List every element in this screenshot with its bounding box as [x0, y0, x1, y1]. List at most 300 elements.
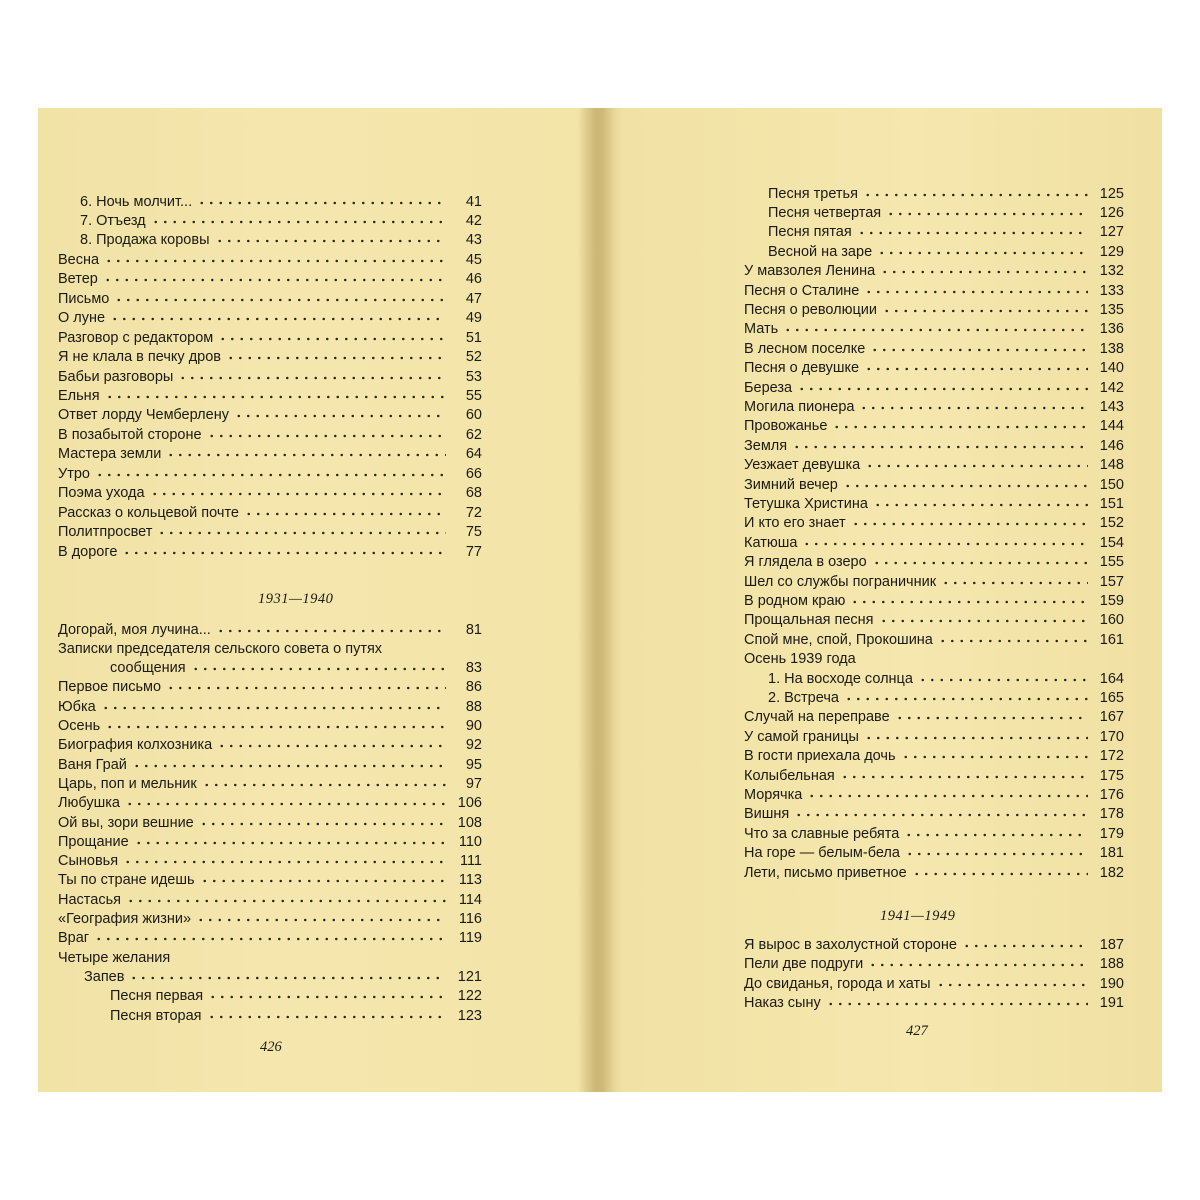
- toc-entry: [58, 716, 482, 736]
- dot-leader: [826, 999, 1088, 1009]
- toc-entry-page: 97: [465, 775, 482, 792]
- dot-leader: [134, 838, 446, 848]
- toc-entry-title: Запев: [84, 968, 125, 985]
- toc-entry-title: Разговор с редактором: [58, 329, 214, 346]
- toc-entry: [58, 366, 482, 386]
- toc-entry: [768, 222, 1124, 242]
- dot-leader: [864, 364, 1088, 374]
- toc-entry-title: Царь, поп и мельник: [58, 775, 197, 792]
- dot-leader: [807, 791, 1088, 801]
- toc-entry-page: 143: [1099, 398, 1124, 415]
- dot-leader: [861, 655, 1088, 665]
- toc-entry: [58, 638, 482, 658]
- toc-entry: [744, 261, 1124, 281]
- toc-entry-page: 116: [458, 911, 482, 927]
- dot-leader: [123, 857, 446, 867]
- dot-leader: [166, 683, 446, 693]
- toc-entry: [58, 288, 482, 308]
- toc-entry-page: 182: [1099, 864, 1124, 881]
- toc-entry: [110, 986, 482, 1006]
- toc-entry: [744, 377, 1124, 397]
- toc-entry-page: 86: [465, 679, 482, 696]
- toc-entry-page: 77: [465, 543, 482, 560]
- toc-entry-title: В лесном поселке: [744, 340, 866, 357]
- toc-entry: [744, 973, 1124, 993]
- toc-entry-page: 92: [465, 737, 482, 754]
- dot-leader: [125, 799, 446, 809]
- dot-leader: [864, 287, 1088, 297]
- toc-entry: [768, 183, 1124, 203]
- toc-entry: [58, 909, 482, 929]
- toc-entry: [58, 928, 482, 948]
- toc-entry-title: Песня третья: [768, 185, 858, 202]
- toc-entry-page: 129: [1099, 243, 1124, 260]
- toc-entry-page: 187: [1099, 936, 1124, 953]
- toc-entry-title: Песня первая: [110, 988, 204, 1005]
- toc-entry-page: 41: [465, 193, 482, 210]
- toc-entry: [744, 493, 1124, 513]
- toc-entry-title: Случай на переправе: [744, 709, 890, 726]
- toc-entry-title: В позабытой стороне: [58, 426, 202, 443]
- toc-entry: [744, 571, 1124, 591]
- toc-entry-page: 179: [1099, 825, 1124, 842]
- toc-entry-title: Береза: [744, 379, 793, 396]
- dot-leader: [938, 636, 1088, 646]
- toc-entry-title: Бабьи разговоры: [58, 368, 174, 385]
- toc-entry-title: Спой мне, спой, Прокошина: [744, 631, 933, 648]
- toc-entry-page: 90: [465, 718, 482, 734]
- dot-leader: [863, 190, 1088, 200]
- toc-entry-page: 114: [458, 891, 482, 908]
- toc-entry-title: Юбка: [58, 698, 96, 715]
- dot-leader: [197, 198, 446, 208]
- toc-entry-page: 154: [1099, 534, 1124, 551]
- toc-entry-title: Письмо: [58, 290, 110, 307]
- dot-leader: [218, 334, 446, 344]
- toc-entry-page: 81: [465, 621, 482, 638]
- toc-entry-title: Враг: [58, 930, 90, 947]
- toc-entry: [58, 696, 482, 716]
- toc-entry-page: 66: [465, 465, 482, 482]
- toc-entry-title: Земля: [744, 437, 788, 454]
- toc-entry-title: Осень: [58, 718, 101, 734]
- dot-leader: [941, 578, 1088, 588]
- toc-entry-page: 144: [1099, 418, 1124, 435]
- dot-leader: [962, 941, 1088, 951]
- toc-entry: [744, 455, 1124, 475]
- dot-leader: [207, 1012, 446, 1022]
- toc-entry: [58, 444, 482, 464]
- dot-leader: [865, 461, 1088, 471]
- toc-entry: [744, 862, 1124, 882]
- dot-leader: [105, 722, 446, 732]
- toc-entry-title: Ой вы, зори вешние: [58, 814, 194, 831]
- toc-entry-page: 106: [457, 795, 482, 812]
- toc-entry-title: Настасья: [58, 891, 121, 908]
- toc-entry: [744, 358, 1124, 378]
- toc-entry: [80, 210, 482, 230]
- toc-entry-page: 125: [1099, 185, 1124, 202]
- toc-entry-page: 164: [1099, 670, 1124, 687]
- dot-leader: [864, 733, 1088, 743]
- toc-entry-page: 108: [457, 814, 482, 831]
- toc-entry-page: 51: [465, 329, 482, 346]
- dot-leader: [873, 500, 1088, 510]
- toc-entry-page: 60: [465, 407, 482, 424]
- dot-leader: [226, 353, 446, 363]
- toc-entry-title: Прощальная песня: [744, 612, 874, 629]
- toc-entry: [744, 416, 1124, 436]
- dot-leader: [95, 470, 446, 480]
- dot-leader: [783, 325, 1088, 335]
- toc-entry-page: 88: [465, 698, 482, 715]
- toc-entry-title: Записки председателя сельского совета о путях: [58, 640, 383, 657]
- toc-entry-title: Я глядела в озеро: [744, 554, 867, 571]
- toc-entry-title: 1. На восходе солнца: [768, 670, 913, 687]
- toc-entry-page: 127: [1099, 224, 1124, 241]
- toc-entry-title: Мастера земли: [58, 446, 162, 463]
- dot-leader: [844, 694, 1088, 704]
- toc-entry: [58, 541, 482, 561]
- toc-entry: [768, 202, 1124, 222]
- toc-entry-page: 176: [1099, 786, 1124, 803]
- toc-entry-title: Ответ лорду Чемберлену: [58, 407, 229, 424]
- toc-entry-title: Политпросвет: [58, 524, 153, 541]
- dot-leader: [166, 450, 446, 460]
- dot-leader: [880, 267, 1088, 277]
- dot-leader: [150, 489, 446, 499]
- toc-entry: [744, 396, 1124, 416]
- dot-leader: [886, 209, 1088, 219]
- dot-leader: [387, 645, 446, 655]
- toc-entry: [58, 269, 482, 289]
- toc-entry-page: 113: [458, 872, 482, 889]
- toc-entry: [110, 1005, 482, 1025]
- dot-leader: [103, 275, 446, 285]
- toc-entry-page: 123: [457, 1007, 482, 1024]
- toc-entry-title: Прощание: [58, 833, 129, 850]
- dot-leader: [175, 954, 446, 964]
- dot-leader: [244, 509, 446, 519]
- toc-entry-title: Песня о революции: [744, 301, 877, 318]
- toc-entry-title: Утро: [58, 465, 90, 482]
- toc-entry-page: 142: [1099, 379, 1124, 396]
- page-left: [38, 108, 590, 1092]
- toc-entry-title: Шел со службы пограничник: [744, 573, 937, 590]
- toc-entry: [58, 851, 482, 871]
- toc-entry-title: Осень 1939 года: [744, 651, 856, 668]
- toc-entry: [744, 280, 1124, 300]
- toc-entry: [744, 707, 1124, 727]
- toc-entry-page: 83: [465, 660, 482, 677]
- toc-entry-page: 165: [1099, 689, 1124, 706]
- toc-entry-page: 160: [1099, 612, 1124, 629]
- toc-entry-page: 52: [465, 349, 482, 366]
- toc-entry: [768, 687, 1124, 707]
- toc-entry-title: И кто его знает: [744, 515, 846, 532]
- toc-entry-page: 136: [1099, 321, 1124, 338]
- toc-entry: [58, 502, 482, 522]
- dot-leader: [868, 960, 1088, 970]
- toc-entry-title: сообщения: [110, 660, 186, 677]
- toc-entry: [768, 241, 1124, 261]
- dot-leader: [794, 810, 1088, 820]
- dot-leader: [94, 934, 446, 944]
- dot-leader: [122, 548, 446, 558]
- dot-leader: [104, 256, 446, 266]
- toc-entry-page: 53: [465, 368, 482, 385]
- toc-entry-title: Первое письмо: [58, 679, 162, 696]
- toc-entry: [744, 726, 1124, 746]
- toc-entry-page: 159: [1099, 592, 1124, 609]
- toc-entry-page: 133: [1099, 282, 1124, 299]
- dot-leader: [151, 217, 446, 227]
- toc-entry: [744, 610, 1124, 630]
- dot-leader: [202, 780, 446, 790]
- toc-entry: [744, 474, 1124, 494]
- toc-entry-page: 110: [458, 833, 482, 850]
- dot-leader: [843, 481, 1088, 491]
- section-heading-1931-1940: 1931—1940: [258, 591, 334, 607]
- toc-entry-title: О луне: [58, 310, 106, 327]
- toc-entry: [58, 249, 482, 269]
- dot-leader: [216, 626, 446, 636]
- toc-entry-title: Любушка: [58, 795, 120, 812]
- toc-entry-page: 152: [1099, 515, 1124, 532]
- toc-entry-title: Я вырос в захолустной стороне: [744, 936, 957, 953]
- toc-entry: [744, 784, 1124, 804]
- toc-entry: [58, 812, 482, 832]
- dot-leader: [882, 306, 1088, 316]
- dot-leader: [918, 675, 1088, 685]
- toc-entry-title: Песня пятая: [768, 224, 852, 241]
- toc-entry-page: 95: [465, 756, 482, 773]
- toc-entry: [58, 424, 482, 444]
- toc-entry-page: 138: [1099, 340, 1124, 357]
- dot-leader: [872, 558, 1088, 568]
- toc-entry-page: 64: [465, 446, 482, 463]
- toc-entry-page: 49: [465, 310, 482, 327]
- section-heading-1941-1949: 1941—1949: [880, 908, 956, 924]
- toc-entry-page: 191: [1099, 995, 1124, 1012]
- toc-entry-page: 181: [1099, 845, 1124, 862]
- toc-entry: [58, 405, 482, 425]
- dot-leader: [105, 392, 446, 402]
- toc-entry-title: Биография колхозника: [58, 737, 213, 754]
- toc-entry: [744, 338, 1124, 358]
- toc-entry-title: Вишня: [744, 806, 790, 823]
- toc-entry-title: Песня о девушке: [744, 360, 860, 377]
- toc-entry-page: 62: [465, 426, 482, 443]
- dot-leader: [877, 248, 1088, 258]
- dot-leader: [870, 345, 1088, 355]
- toc-entry-title: Песня вторая: [110, 1007, 202, 1024]
- toc-entry-title: Поэма ухода: [58, 485, 145, 502]
- toc-entry: [58, 327, 482, 347]
- dot-leader: [797, 384, 1088, 394]
- toc-entry: [744, 552, 1124, 572]
- toc-entry: [744, 319, 1124, 339]
- toc-entry-title: Ельня: [58, 388, 100, 404]
- toc-entry: [58, 677, 482, 697]
- toc-entry-title: Колыбельная: [744, 767, 835, 784]
- toc-entry-title: Уезжает девушка: [744, 457, 861, 474]
- toc-entry: [58, 735, 482, 755]
- toc-entry: [58, 831, 482, 851]
- page-number-right: 427: [906, 1023, 928, 1039]
- toc-entry-title: Провожанье: [744, 418, 828, 435]
- toc-entry: [58, 754, 482, 774]
- toc-entry-page: 140: [1099, 360, 1124, 377]
- toc-entry: [744, 934, 1124, 954]
- dot-leader: [912, 869, 1088, 879]
- toc-entry-page: 151: [1099, 495, 1124, 512]
- toc-entry: [58, 793, 482, 813]
- toc-entry-title: Весна: [58, 251, 100, 268]
- toc-entry: [58, 308, 482, 328]
- toc-entry: [744, 590, 1124, 610]
- dot-leader: [895, 713, 1088, 723]
- dot-leader: [207, 431, 446, 441]
- toc-entry-page: 172: [1099, 748, 1124, 765]
- page-number-left: 426: [260, 1039, 282, 1055]
- toc-entry-page: 45: [465, 251, 482, 268]
- toc-entry: [744, 993, 1124, 1013]
- toc-entry-title: Весной на заре: [768, 243, 873, 260]
- dot-leader: [234, 411, 446, 421]
- dot-leader: [199, 819, 446, 829]
- toc-entry-page: 68: [465, 485, 482, 502]
- dot-leader: [191, 664, 446, 674]
- dot-leader: [832, 422, 1088, 432]
- toc-entry-page: 121: [457, 968, 482, 985]
- toc-entry-page: 126: [1099, 204, 1124, 221]
- toc-entry-title: На горе — белым-бела: [744, 845, 900, 862]
- dot-leader: [879, 616, 1088, 626]
- toc-entry-title: Ваня Грай: [58, 756, 127, 773]
- toc-entry-title: Катюша: [744, 534, 798, 551]
- toc-entry: [744, 843, 1124, 863]
- dot-leader: [101, 703, 446, 713]
- page-right: [600, 108, 1162, 1092]
- toc-entry-page: 170: [1099, 728, 1124, 745]
- toc-entry-page: 135: [1099, 301, 1124, 318]
- toc-entry: [58, 947, 482, 967]
- toc-entry-page: 178: [1099, 806, 1124, 823]
- toc-entry-title: Четыре желания: [58, 949, 171, 966]
- toc-entry-title: Я не клала в печку дров: [58, 349, 221, 366]
- dot-leader: [857, 228, 1088, 238]
- toc-entry: [744, 804, 1124, 824]
- dot-leader: [851, 519, 1088, 529]
- toc-entry: [58, 870, 482, 890]
- toc-entry-title: Ты по стране идешь: [58, 872, 195, 889]
- toc-entry-page: 150: [1099, 476, 1124, 493]
- dot-leader: [802, 539, 1088, 549]
- toc-entry-page: 42: [465, 212, 482, 229]
- toc-entry-title: Зимний вечер: [744, 476, 838, 493]
- dot-leader: [208, 992, 446, 1002]
- toc-entry-title: 6. Ночь молчит...: [80, 193, 193, 210]
- toc-entry: [58, 619, 482, 639]
- toc-entry-title: Догорай, моя лучина...: [58, 621, 211, 638]
- toc-entry-title: Пели две подруги: [744, 956, 864, 973]
- dot-leader: [904, 830, 1088, 840]
- toc-entry-page: 119: [458, 930, 482, 947]
- toc-entry-page: 132: [1099, 263, 1124, 280]
- toc-entry-page: 72: [465, 504, 482, 521]
- toc-entry-page: 146: [1099, 437, 1124, 454]
- toc-entry: [80, 230, 482, 250]
- toc-entry-title: Песня о Сталине: [744, 282, 860, 299]
- toc-entry: [744, 629, 1124, 649]
- toc-entry: [58, 463, 482, 483]
- toc-entry-title: В родном краю: [744, 592, 846, 609]
- toc-entry-page: 155: [1099, 554, 1124, 571]
- toc-entry-title: Мать: [744, 321, 779, 338]
- toc-entry-page: 46: [465, 271, 482, 288]
- toc-entry-page: 111: [459, 853, 482, 870]
- toc-entry-title: До свиданья, города и хаты: [744, 975, 931, 992]
- toc-entry-page: 47: [465, 290, 482, 307]
- toc-entry: [768, 668, 1124, 688]
- toc-entry: [744, 435, 1124, 455]
- toc-entry-title: Сыновья: [58, 853, 119, 870]
- dot-leader: [901, 752, 1088, 762]
- toc-entry-title: У мавзолея Ленина: [744, 263, 876, 280]
- toc-entry-page: 43: [465, 232, 482, 249]
- toc-entry: [744, 649, 1124, 669]
- toc-entry-title: Песня четвертая: [768, 204, 882, 221]
- toc-entry-title: Морячка: [744, 786, 803, 803]
- toc-entry: [58, 889, 482, 909]
- toc-entry-page: 55: [465, 388, 482, 404]
- dot-leader: [217, 741, 446, 751]
- dot-leader: [840, 772, 1088, 782]
- dot-leader: [129, 973, 446, 983]
- toc-entry-page: 157: [1099, 573, 1124, 590]
- toc-entry: [744, 765, 1124, 785]
- dot-leader: [215, 236, 447, 246]
- toc-entry: [744, 299, 1124, 319]
- toc-entry-title: Лети, письмо приветное: [744, 864, 907, 881]
- book-spread: [38, 108, 1162, 1092]
- dot-leader: [114, 295, 446, 305]
- toc-entry: [110, 658, 482, 678]
- toc-entry-title: Рассказ о кольцевой почте: [58, 504, 239, 521]
- toc-entry: [744, 532, 1124, 552]
- toc-entry-page: 188: [1099, 956, 1124, 973]
- toc-entry-title: У самой границы: [744, 728, 859, 745]
- dot-leader: [936, 980, 1088, 990]
- toc-entry-page: 161: [1099, 631, 1124, 648]
- dot-leader: [905, 849, 1088, 859]
- dot-leader: [200, 876, 446, 886]
- toc-entry-title: Наказ сыну: [744, 995, 821, 1012]
- dot-leader: [110, 314, 446, 324]
- dot-leader: [850, 597, 1088, 607]
- toc-entry: [58, 347, 482, 367]
- toc-entry-title: 2. Встреча: [768, 689, 839, 706]
- toc-entry: [744, 954, 1124, 974]
- toc-entry: [58, 773, 482, 793]
- toc-entry: [744, 823, 1124, 843]
- dot-leader: [126, 896, 446, 906]
- toc-entry-title: Тетушка Христина: [744, 495, 868, 512]
- toc-entry-page: 190: [1099, 975, 1124, 992]
- toc-entry-page: 122: [457, 988, 482, 1005]
- toc-entry-title: 7. Отъезд: [80, 212, 146, 229]
